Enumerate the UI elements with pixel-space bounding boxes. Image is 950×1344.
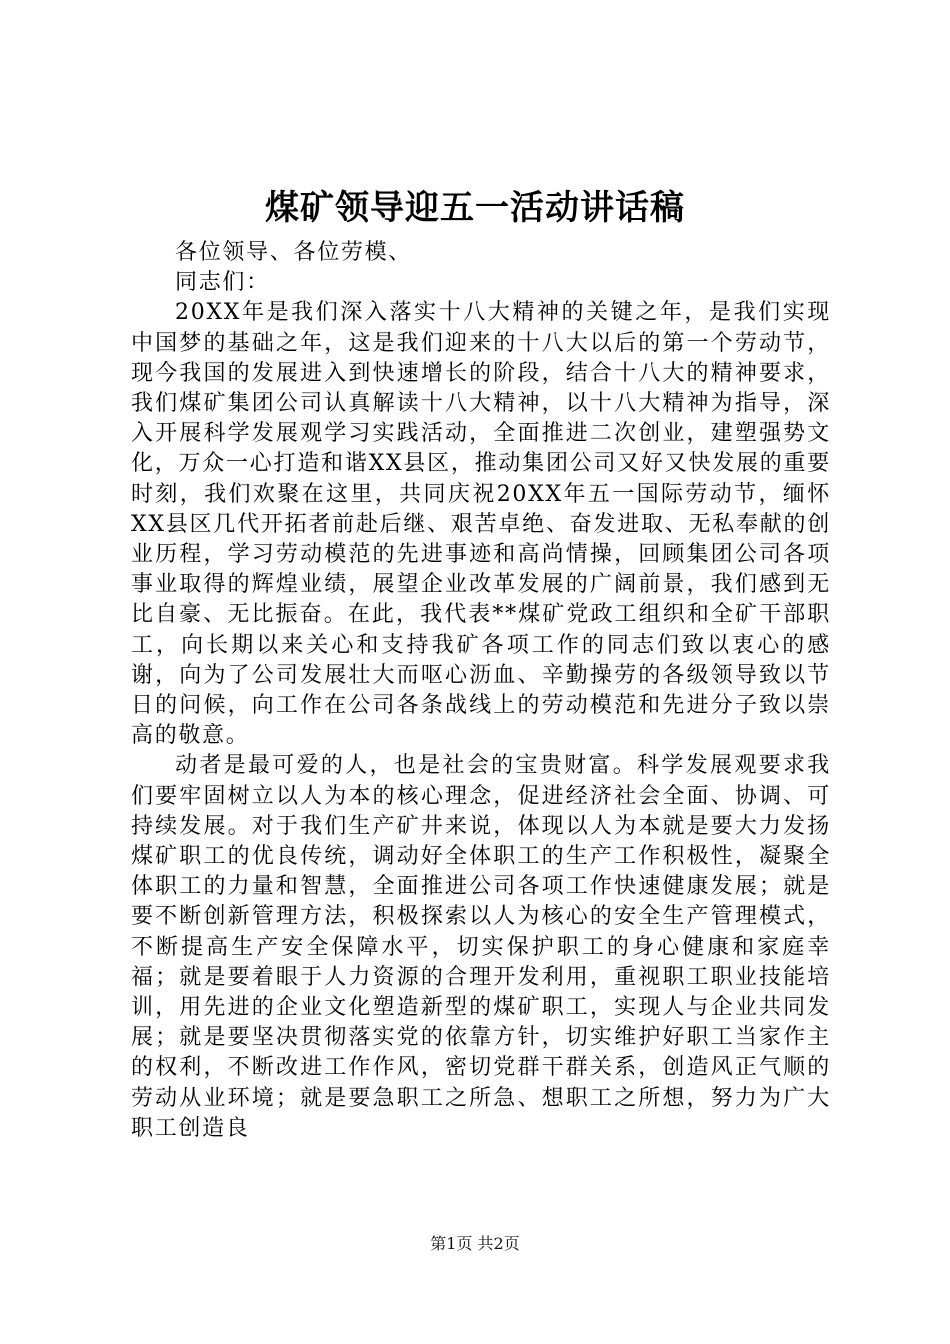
body-paragraph-2: 动者是最可爱的人，也是社会的宝贵财富。科学发展观要求我们要牢固树立以人为本的核心理念，促进经济社会全面、协调、可持续发展。对于我们生产矿井来说，体现以人为本就是要大力发扬煤矿职工的优良传统，调动好全体职工的生产工作积极性，凝聚全体职工的力量和智慧，全面推进公司各项工作快速健康发展；就是要不断创新管理方法，积极探索以人为核心的安全生产管理模式，不断提高生产安全保障水平，切实保护职工的身心健康和家庭幸福；就是要着眼于人力资源的合理开发利用，重视职工职业技能培训，用先进的企业文化塑造新型的煤矿职工，实现人与企业共同发展；就是要坚决贯彻落实党的依靠方针，切实维护好职工当家作主的权利，不断改进工作作风，密切党群干群关系，创造风正气顺的劳动从业环境；就是要急职工之所急、想职工之所想，努力为广大职工创造良 bbox=[131, 753, 831, 1141]
document-body bbox=[131, 238, 831, 1144]
body-paragraph-1: 20XX年是我们深入落实十八大精神的关键之年，是我们实现中国梦的基础之年，这是我们迎来的十八大以后的第一个劳动节，现今我国的发展进入到快速增长的阶段，结合十八大的精神要求，我们煤矿集团公司认真解读十八大精神，以十八大精神为指导，深入开展科学发展观学习实践活动，全面推进二次创业，建塑强势文化，万众一心打造和谐XX县区，推动集团公司又好又快发展的重要时刻，我们欢聚在这里，共同庆祝20XX年五一国际劳动节，缅怀XX县区几代开拓者前赴后继、艰苦卓绝、奋发进取、无私奉献的创业历程，学习劳动模范的先进事迹和高尚情操，回顾集团公司各项事业取得的辉煌业绩，展望企业改革发展的广阔前景，我们感到无比自豪、无比振奋。在此，我代表**煤矿党政工组织和全矿干部职工，向长期以来关心和支持我矿各项工作的同志们致以衷心的感谢，向为了公司发展壮大而呕心沥血、辛勤操劳的各级领导致以节日的问候，向工作在公司各条战线上的劳动模范和先进分子致以崇高的敬意。 bbox=[131, 300, 831, 749]
salutation-line-2: 同志们： bbox=[175, 270, 270, 296]
page-number-footer: 第1页 共2页 bbox=[430, 1234, 520, 1253]
salutation-line-1: 各位领导、各位劳模、 bbox=[175, 240, 413, 265]
document-title: 煤矿领导迎五一活动讲话稿 bbox=[265, 188, 685, 228]
